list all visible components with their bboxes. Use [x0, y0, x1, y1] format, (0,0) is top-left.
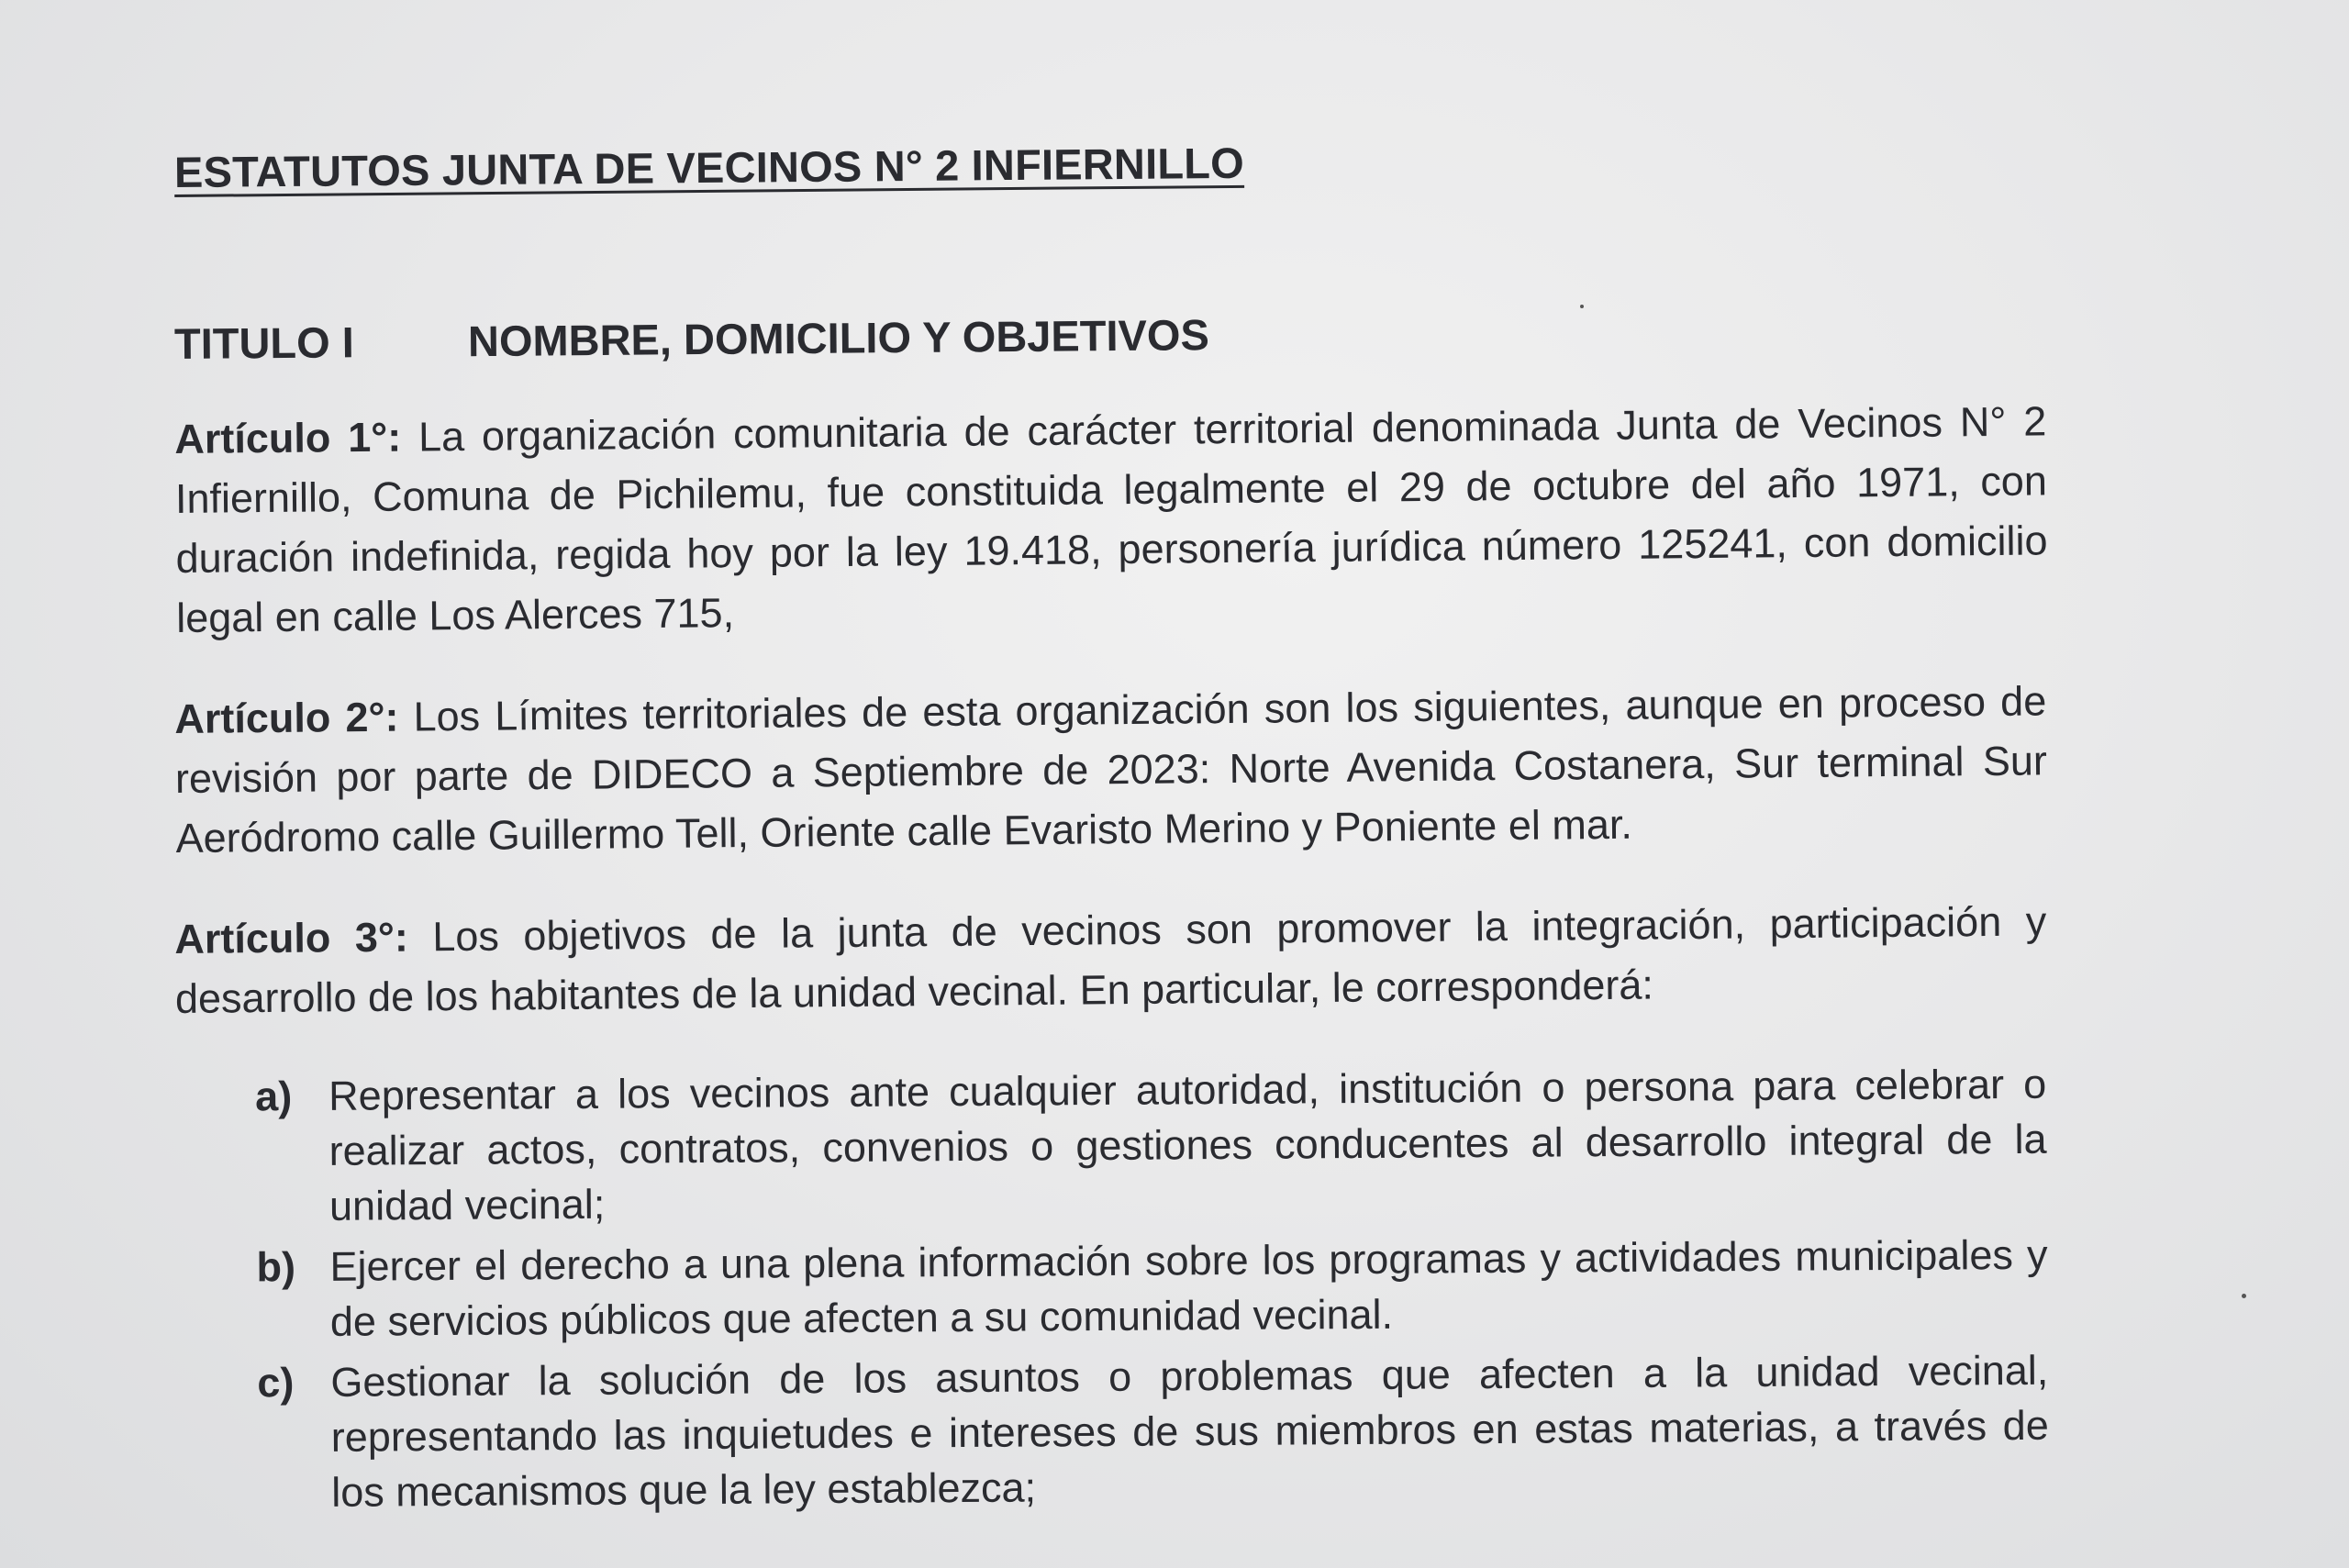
article-label: Artículo 1°: — [174, 413, 402, 462]
document-body — [173, 138, 2049, 1527]
list-item-text: Ejercer el derecho a una plena información sobre los programas y actividades municipales y de servicios públicos que afecten a su comunidad vecinal. — [329, 1230, 2048, 1345]
paper-speck — [2242, 1294, 2246, 1298]
section-heading — [174, 302, 2046, 369]
article-label: Artículo 3°: — [174, 913, 409, 962]
article-text: Los Límites territoriales de esta organización son los siguientes, aunque en proceso de revisión por parte de DIDECO a Septiembre de 2023: Norte Avenida Costanera, Sur terminal Sur Aeródromo calle Guillermo Tell, Oriente calle Evaristo Merino y Poniente el mar. — [174, 677, 2048, 862]
list-item-text: Gestionar la solución de los asuntos o problemas que afecten a la unidad vecinal, representando las inquietudes e intereses de sus miembros en estas materias, a través de los mecanismos que la ley establezca; — [330, 1346, 2049, 1516]
list-item — [256, 1228, 2048, 1351]
document-title: ESTATUTOS JUNTA DE VECINOS N° 2 INFIERNILLO — [173, 138, 1245, 196]
section-number: TITULO I — [173, 317, 355, 368]
section-title: NOMBRE, DOMICILIO Y OBJETIVOS — [467, 310, 1210, 366]
list-item — [257, 1343, 2049, 1521]
list-item-text: Representar a los vecinos ante cualquier autoridad, institución o persona para celebrar o realizar actos, contratos, convenios o gestiones conducentes al desarrollo integral de la unidad vecinal; — [328, 1060, 2047, 1229]
article-text: La organización comunitaria de carácter territorial denominada Junta de Vecinos N° 2 Infiernillo, Comuna de Pichilemu, fue constituida legalmente el 29 de octubre del año 1971, con duración indefinida, regida hoy por la ley 19.418, personería jurídica número 125241, con domicilio legal en calle Los Alerces 715, — [174, 397, 2048, 641]
list-item — [255, 1057, 2047, 1235]
article-1 — [174, 391, 2048, 648]
article-text: Los objetivos de la junta de vecinos son promover la integración, participación y desarrollo de los habitantes de la unidad vecinal. En particular, le corresponderá: — [174, 897, 2047, 1022]
list-item-letter: b) — [256, 1243, 296, 1291]
list-item-letter: a) — [255, 1073, 293, 1120]
list-item-letter: c) — [257, 1359, 295, 1407]
article-3 — [174, 891, 2047, 1029]
article-label: Artículo 2°: — [174, 693, 399, 742]
objectives-list — [174, 1057, 2049, 1521]
article-2 — [174, 671, 2048, 868]
